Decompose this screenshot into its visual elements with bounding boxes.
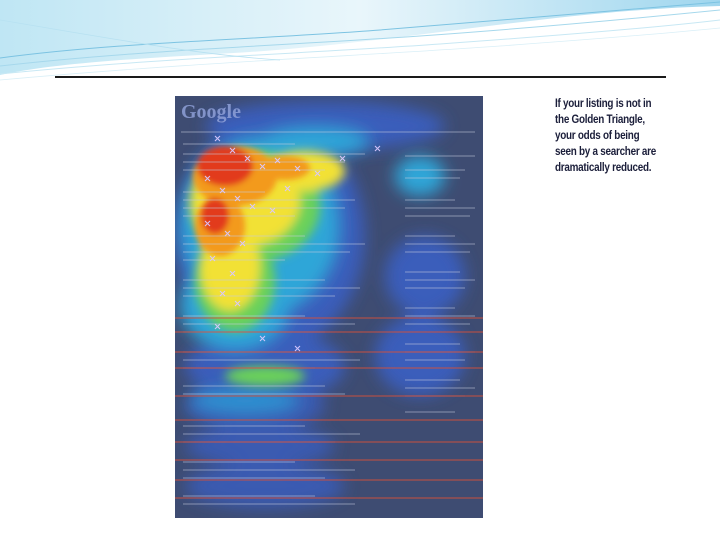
eyetracking-heatmap-image bbox=[175, 96, 483, 518]
caption-line: your odds of being bbox=[555, 130, 640, 142]
title-divider-line bbox=[55, 76, 666, 78]
caption-line: the Golden Triangle, bbox=[555, 114, 645, 126]
google-logo: Google bbox=[181, 101, 241, 123]
caption-line: dramatically reduced. bbox=[555, 162, 652, 174]
caption-line: seen by a searcher are bbox=[555, 146, 656, 158]
heatmap-svg bbox=[175, 96, 483, 518]
caption-line: If your listing is not in bbox=[555, 98, 652, 110]
slide-caption bbox=[555, 96, 663, 176]
